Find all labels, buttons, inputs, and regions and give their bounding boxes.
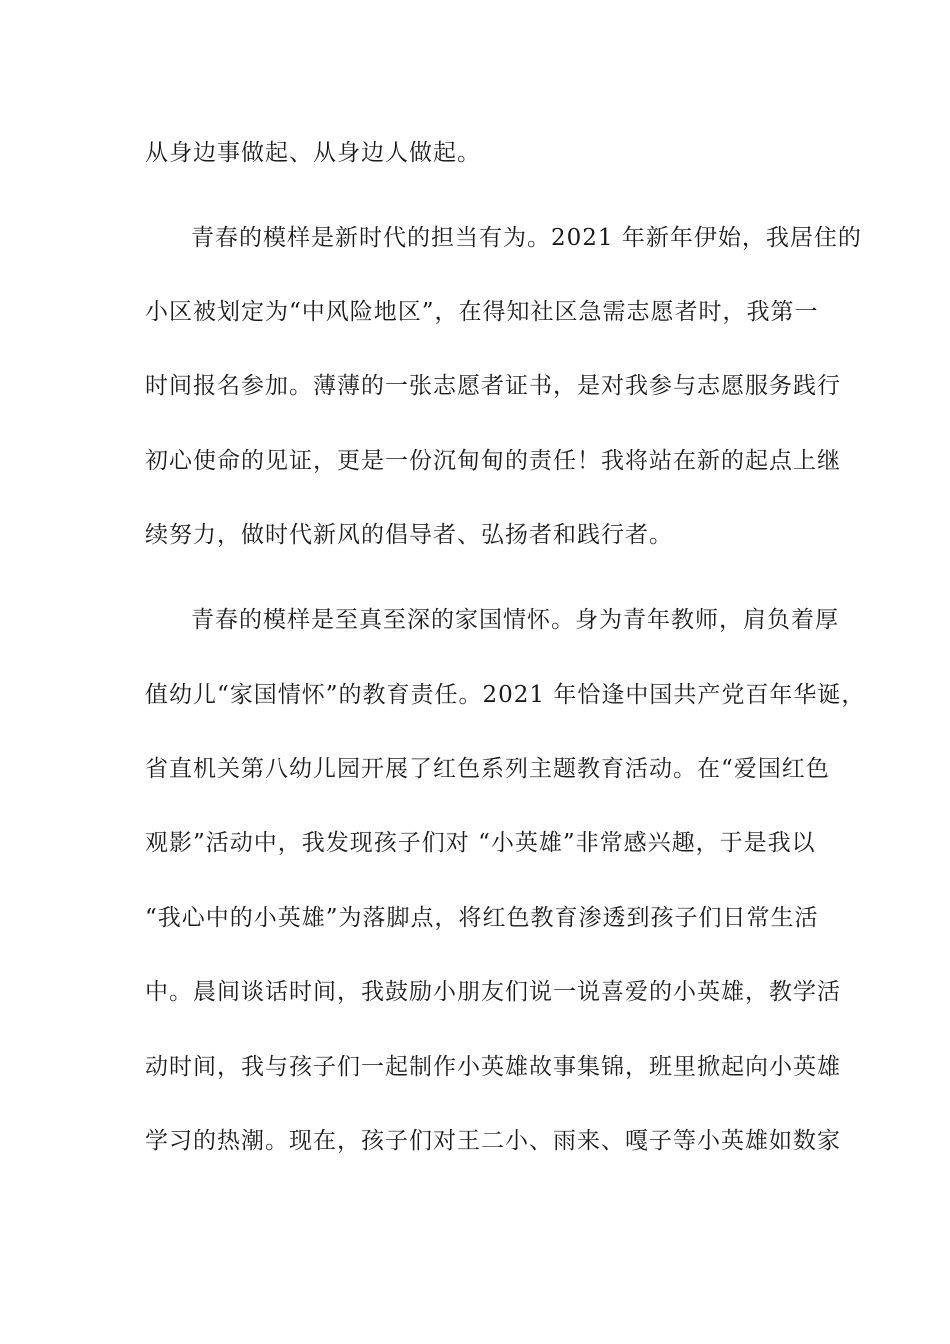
text-line: 值幼儿“家国情怀”的教育责任。2021 年恰逢中国共产党百年华诞， [145, 682, 866, 708]
text-line: 观影”活动中，我发现孩子们对 “小英雄”非常感兴趣，于是我以 [145, 830, 816, 856]
text-line: 时间报名参加。薄薄的一张志愿者证书，是对我参与志愿服务践行 [145, 373, 841, 399]
text-line: 省直机关第八幼儿园开展了红色系列主题教育活动。在“爱国红色 [145, 756, 830, 782]
text-line: 从身边事做起、从身边人做起。 [145, 140, 481, 166]
text-line: “我心中的小英雄”为落脚点，将红色教育渗透到孩子们日常生活 [145, 905, 819, 931]
paragraph-first-line: 青春的模样是新时代的担当有为。2021 年新年伊始，我居住的 [191, 225, 862, 251]
text-line: 续努力，做时代新风的倡导者、弘扬者和践行者。 [145, 522, 673, 548]
paragraph-first-line: 青春的模样是至真至深的家国情怀。身为青年教师，肩负着厚 [191, 607, 839, 633]
text-line: 初心使命的见证，更是一份沉甸甸的责任！我将站在新的起点上继 [145, 448, 841, 474]
text-line: 中。晨间谈话时间，我鼓励小朋友们说一说喜爱的小英雄，教学活 [145, 979, 841, 1005]
text-line: 学习的热潮。现在，孩子们对王二小、雨来、嘎子等小英雄如数家 [145, 1128, 841, 1154]
text-line: 小区被划定为“中风险地区”，在得知社区急需志愿者时，我第一 [145, 299, 819, 325]
text-line: 动时间，我与孩子们一起制作小英雄故事集锦，班里掀起向小英雄 [145, 1054, 841, 1080]
